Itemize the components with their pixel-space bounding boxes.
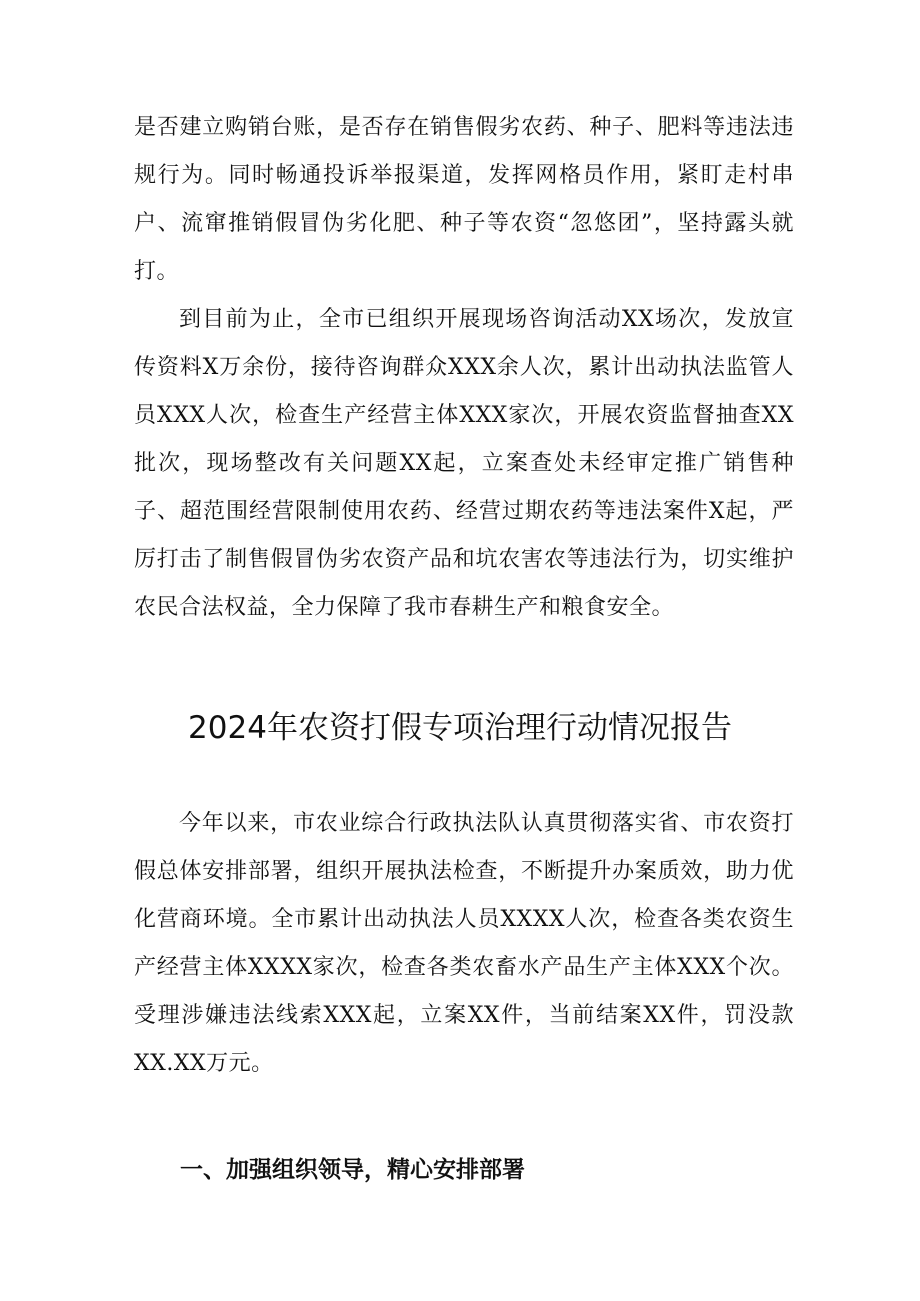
- paragraph-intro: 今年以来，市农业综合行政执法队认真贯彻落实省、市农资打假总体安排部署，组织开展执法检查，不断提升办案质效，助力优化营商环境。全市累计出动执法人员XXXX人次，检查各类农资生产经营主体XXXX家次，检查各类农畜水产品生产主体XXX个次。受理涉嫌违法线索XXX起，立案XX件，当前结案XX件，罚没款XX.XX万元。: [134, 811, 794, 1076]
- section-heading: 一、加强组织领导，精心安排部署: [180, 1157, 525, 1183]
- paragraph-summary: 到目前为止，全市已组织开展现场咨询活动XX场次，发放宣传资料X万余份，接待咨询群众XXX余人次，累计出动执法监管人员XXX人次，检查生产经营主体XXX家次，开展农资监督抽查XX批次，现场整改有关问题XX起，立案查处未经审定推广销售种子、超范围经营限制使用农药、经营过期农药等违法案件X起，严厉打击了制售假冒伪劣农资产品和坑农害农等违法行为，切实维护农民合法权益，全力保障了我市春耕生产和粮食安全。: [134, 307, 794, 620]
- document-title: 2024年农资打假专项治理行动情况报告: [188, 710, 732, 746]
- paragraph-continuation: 是否建立购销台账，是否存在销售假劣农药、种子、肥料等违法违规行为。同时畅通投诉举报渠道，发挥网格员作用，紧盯走村串户、流窜推销假冒伪劣化肥、种子等农资“忽悠团”，坚持露头就打。: [134, 115, 794, 284]
